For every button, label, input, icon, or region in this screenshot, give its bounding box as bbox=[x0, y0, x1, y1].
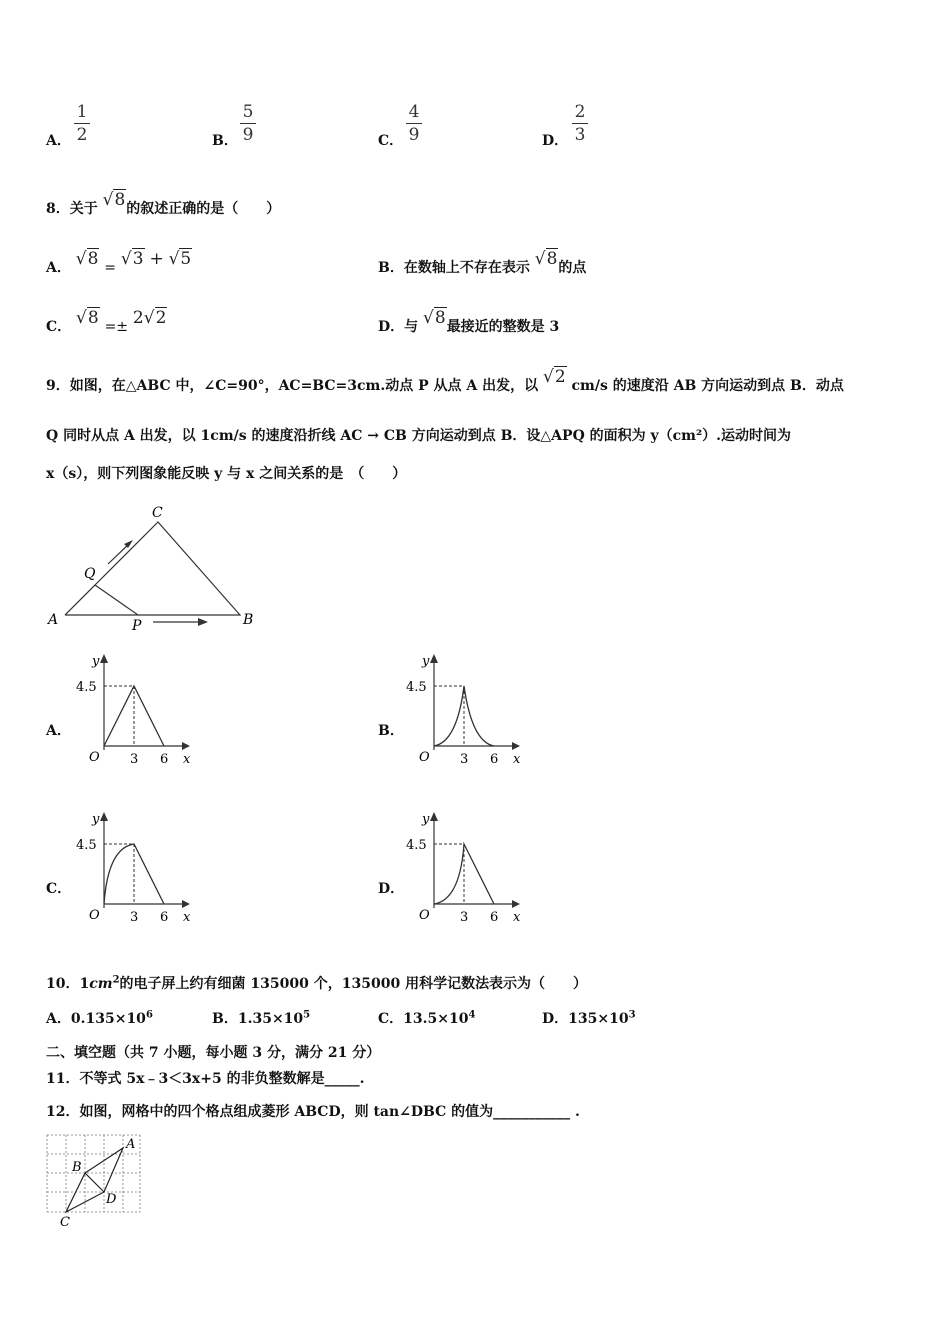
sqrt-8: √8 bbox=[423, 308, 446, 328]
sqrt-8: √8 bbox=[534, 249, 558, 269]
q10-option-d[interactable]: D．$135\times 10^3$ bbox=[542, 1009, 636, 1027]
q9-option-b-letter[interactable]: B． bbox=[378, 723, 404, 739]
x-axis-label: x bbox=[513, 752, 521, 767]
q12-text: 12．如图，网格中的四个格点组成菱形 ABCD，则 tan∠DBC 的值为___________ . bbox=[46, 1104, 580, 1120]
origin-label: O bbox=[419, 750, 430, 765]
x-axis-label: x bbox=[183, 910, 191, 925]
q7-option-b-fraction: 5 9 bbox=[238, 101, 258, 146]
q9-line-2: Q 同时从点 A 出发，以 1cm/s 的速度沿折线 AC → CB 方向运动到点 B．设△APQ 的面积为 y（cm²）.运动时间为 bbox=[46, 428, 791, 444]
q9-graph-d[interactable] bbox=[402, 808, 532, 928]
graph-axes bbox=[430, 654, 520, 750]
x-axis-label: x bbox=[513, 910, 521, 925]
q10-stem: 10．$1cm^2$的电子屏上约有细菌 135000 个，135000 用科学记数法表示为（ ） bbox=[46, 974, 588, 992]
origin-label: O bbox=[89, 908, 100, 923]
q7-option-c-fraction: 4 9 bbox=[404, 101, 424, 146]
point-d-label: D bbox=[106, 1192, 117, 1207]
q9-graph-c[interactable] bbox=[72, 808, 202, 928]
vertex-b-label: B bbox=[243, 612, 254, 628]
graph-axes bbox=[100, 654, 190, 750]
q9-option-c-letter[interactable]: C． bbox=[46, 881, 72, 897]
y-axis-label: y bbox=[92, 812, 100, 827]
q9-line-3: x（s），则下列图象能反映 y 与 x 之间关系的是 （ ） bbox=[46, 466, 407, 482]
y-axis-label: y bbox=[422, 812, 430, 827]
q10-option-a[interactable]: A．$0.135\times 10^6$ bbox=[46, 1009, 153, 1027]
sqrt-2: √2 bbox=[143, 308, 167, 328]
q9-graph-b[interactable] bbox=[402, 650, 532, 770]
y-tick-label: 4.5 bbox=[406, 838, 427, 853]
q9-triangle-figure bbox=[40, 500, 270, 635]
q10-option-b[interactable]: B．$1.35\times 10^5$ bbox=[212, 1009, 311, 1027]
q7-option-d-fraction: 2 3 bbox=[570, 101, 590, 146]
x-axis-label: x bbox=[183, 752, 191, 767]
q7-option-a-letter[interactable]: A． bbox=[46, 133, 71, 149]
q9-option-a-letter[interactable]: A． bbox=[46, 723, 71, 739]
q7-option-d-letter[interactable]: D． bbox=[542, 133, 569, 149]
point-b-label: B bbox=[72, 1160, 82, 1175]
q8-option-c[interactable]: C． √8 =± 2√2 bbox=[46, 308, 167, 335]
sqrt-8: √8 bbox=[75, 249, 99, 269]
point-q-label: Q bbox=[84, 566, 96, 582]
q8-stem: 8．关于 √8的叙述正确的是（ ） bbox=[46, 190, 281, 217]
sqrt-5: √5 bbox=[168, 249, 192, 269]
q7-option-a-fraction: 1 2 bbox=[72, 101, 92, 146]
q7-option-b-letter[interactable]: B． bbox=[212, 133, 238, 149]
y-tick-label: 4.5 bbox=[76, 838, 97, 853]
q8-option-d[interactable]: D．与 √8最接近的整数是 3 bbox=[378, 308, 560, 335]
vertex-a-label: A bbox=[48, 612, 59, 628]
sqrt-8: √8 bbox=[102, 190, 126, 210]
x-tick-label: 6 bbox=[490, 910, 499, 925]
point-a-label: A bbox=[126, 1137, 136, 1152]
sqrt-2: √2 bbox=[542, 367, 566, 387]
x-tick-label: 6 bbox=[160, 752, 169, 767]
q11-text: 11．不等式 5x﹣3＜3x+5 的非负整数解是_____. bbox=[46, 1071, 365, 1087]
origin-label: O bbox=[419, 908, 430, 923]
origin-label: O bbox=[89, 750, 100, 765]
x-tick-label: 3 bbox=[130, 910, 139, 925]
x-tick-label: 3 bbox=[460, 910, 469, 925]
q8-option-b[interactable]: B．在数轴上不存在表示 √8的点 bbox=[378, 249, 587, 276]
sqrt-3: √3 bbox=[120, 249, 144, 269]
x-tick-label: 3 bbox=[130, 752, 139, 767]
y-axis-label: y bbox=[92, 654, 100, 669]
q7-option-c-letter[interactable]: C． bbox=[378, 133, 404, 149]
graph-axes bbox=[430, 812, 520, 908]
q9-line-1: 9．如图，在△ABC 中，∠C=90°，AC=BC=3cm.动点 P 从点 A 出发，以 √2 cm/s 的速度沿 AB 方向运动到点 B．动点 bbox=[46, 367, 844, 394]
q8-option-a[interactable]: A． √8 = √3 + √5 bbox=[46, 249, 192, 276]
sqrt-8: √8 bbox=[76, 308, 99, 328]
point-c-label: C bbox=[60, 1215, 70, 1230]
y-tick-label: 4.5 bbox=[406, 680, 427, 695]
q12-grid-figure bbox=[42, 1130, 152, 1230]
q10-option-c[interactable]: C．$13.5\times 10^4$ bbox=[378, 1009, 476, 1027]
vertex-c-label: C bbox=[152, 505, 163, 521]
q9-graph-a[interactable] bbox=[72, 650, 202, 770]
q9-option-d-letter[interactable]: D． bbox=[378, 881, 405, 897]
x-tick-label: 6 bbox=[160, 910, 169, 925]
y-tick-label: 4.5 bbox=[76, 680, 97, 695]
section-heading: 二、填空题（共 7 小题，每小题 3 分，满分 21 分） bbox=[46, 1045, 381, 1061]
y-axis-label: y bbox=[422, 654, 430, 669]
x-tick-label: 6 bbox=[490, 752, 499, 767]
x-tick-label: 3 bbox=[460, 752, 469, 767]
point-p-label: P bbox=[132, 618, 142, 634]
